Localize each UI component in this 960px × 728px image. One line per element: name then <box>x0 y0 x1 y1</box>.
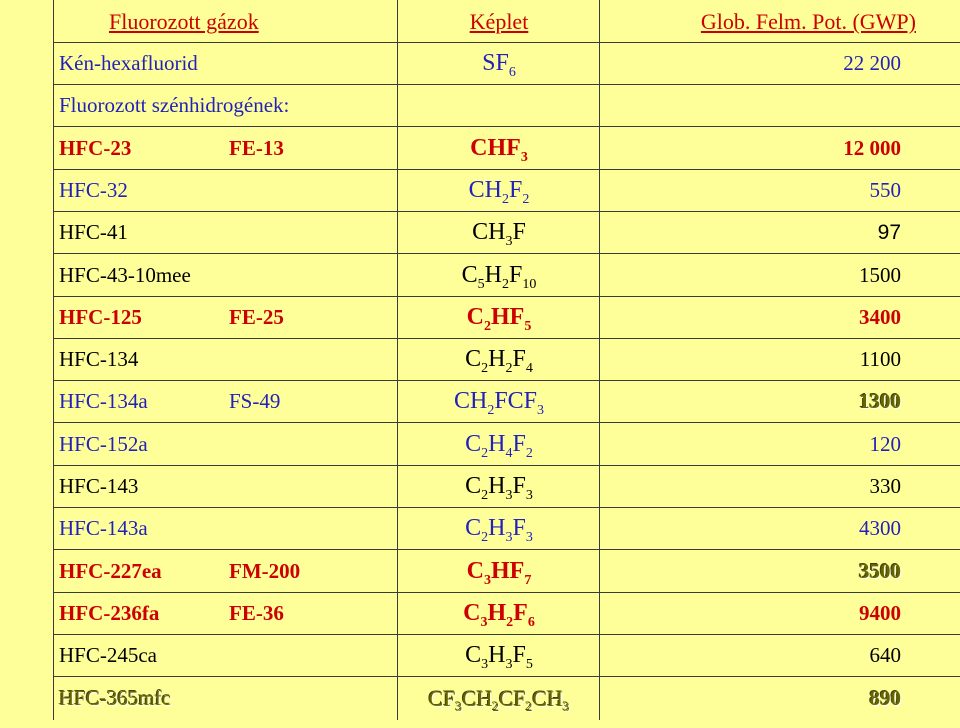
table-row <box>53 42 960 85</box>
gwp-value: 4300 <box>859 516 901 540</box>
gas-name: Kén-hexafluorid <box>59 51 198 75</box>
gas-alias: FM-200 <box>229 559 301 583</box>
gas-formula: $C_3H_3F_5$ <box>465 642 533 672</box>
gas-name: HFC-125 <box>59 305 142 329</box>
table-row <box>53 211 960 254</box>
gwp-value: 22 200 <box>843 51 901 75</box>
table-row <box>53 677 960 720</box>
table-row <box>53 634 960 677</box>
gwp-value: 9400 <box>859 601 901 625</box>
gas-name: HFC-134 <box>59 347 139 371</box>
gwp-value: 1500 <box>859 263 901 287</box>
gas-name: HFC-23 <box>59 136 132 160</box>
gwp-value: 120 <box>869 432 901 456</box>
table-row <box>53 507 960 550</box>
gas-formula: $SF_6$ <box>482 50 516 80</box>
gas-alias: FS-49 <box>229 389 281 413</box>
table-row <box>53 550 960 593</box>
gwp-value: 12 000 <box>843 136 901 160</box>
gwp-value: 3400 <box>859 305 901 329</box>
gas-name: HFC-41 <box>59 220 128 244</box>
table-row <box>53 465 960 508</box>
gas-formula: $C_3HF_7$ <box>466 558 532 588</box>
table-row <box>53 84 960 127</box>
gas-formula: $CF_3CH_2CF_2CH_3$ <box>428 686 570 714</box>
table-row <box>53 169 960 212</box>
header-gases: Fluorozott gázok <box>109 9 259 34</box>
gwp-value: 640 <box>869 643 901 667</box>
gas-formula <box>403 84 595 127</box>
gas-alias: FE-36 <box>229 601 284 625</box>
table-header <box>53 0 960 43</box>
gas-formula: $CH_2FCF_3$ <box>453 388 545 418</box>
gas-alias: FE-25 <box>229 305 284 329</box>
gwp-value: 1100 <box>859 347 901 371</box>
gas-formula: $C_2HF_5$ <box>466 304 532 334</box>
gas-name: HFC-152a <box>59 432 148 456</box>
gas-name: HFC-365mfc <box>59 686 171 710</box>
gwp-value: 550 <box>869 178 901 202</box>
gas-name: HFC-236fa <box>59 601 160 625</box>
gas-formula: $C_2H_2F_4$ <box>465 346 533 376</box>
gas-formula: $CH_2F_2$ <box>468 177 530 207</box>
table-row <box>53 296 960 339</box>
gas-formula: $C_5H_2F_{10}$ <box>461 262 537 292</box>
gas-alias: FE-13 <box>229 136 284 160</box>
gas-name: HFC-32 <box>59 178 128 202</box>
gas-formula: $C_3H_2F_6$ <box>463 600 535 630</box>
gas-name: HFC-227ea <box>59 559 162 583</box>
gwp-value: 1300 <box>859 389 901 413</box>
table-row <box>53 338 960 381</box>
table-row <box>53 254 960 297</box>
table-row <box>53 423 960 466</box>
gas-name: HFC-43-10mee <box>59 263 191 287</box>
gas-formula: $C_2H_4F_2$ <box>465 431 533 461</box>
gas-table <box>53 0 960 720</box>
header-formula: Képlet <box>469 9 529 34</box>
table-row <box>53 127 960 170</box>
gas-name: Fluorozott szénhidrogének: <box>59 93 290 117</box>
table-row <box>53 592 960 635</box>
gas-formula: $CHF_3$ <box>470 135 528 165</box>
gwp-value: 97 <box>877 221 901 244</box>
gwp-value: 3500 <box>859 559 901 583</box>
gwp-value: 330 <box>869 474 901 498</box>
gas-name: HFC-143a <box>59 516 148 540</box>
table-row <box>53 380 960 423</box>
gas-formula: $CH_3F$ <box>472 219 526 249</box>
gwp-value <box>601 84 957 127</box>
gas-name: HFC-134a <box>59 389 148 413</box>
header-gwp: Glob. Felm. Pot. (GWP) <box>700 9 916 34</box>
gas-formula: $C_2H_3F_3$ <box>465 515 533 545</box>
gas-name: HFC-143 <box>59 474 139 498</box>
gas-formula: $C_2H_3F_3$ <box>465 473 533 503</box>
gwp-value: 890 <box>869 686 901 710</box>
gas-name: HFC-245ca <box>59 643 157 667</box>
